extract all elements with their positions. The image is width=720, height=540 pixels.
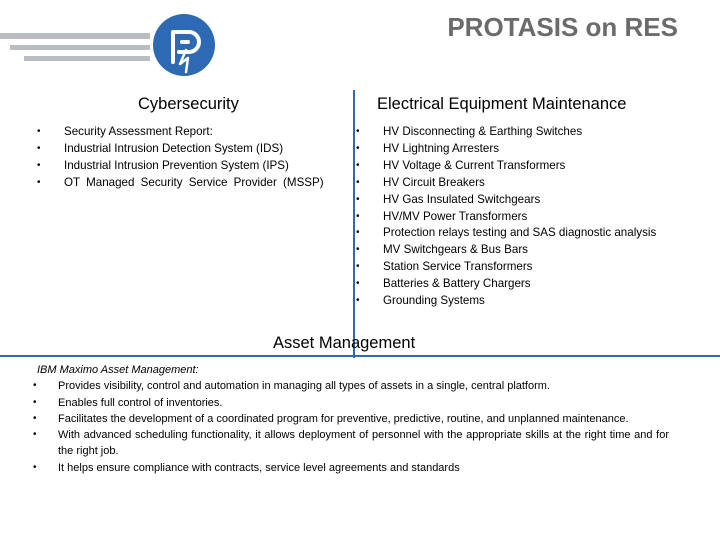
list-item: • Industrial Intrusion Detection System (IDS) (35, 141, 351, 158)
list-item: • Protection relays testing and SAS diagnostic analysis (354, 225, 714, 242)
section-divider (0, 355, 720, 357)
list-item: • Industrial Intrusion Prevention System (IPS) (35, 158, 351, 175)
list-item: • Security Assessment Report: (35, 124, 351, 141)
page-title: PROTASIS on RES (447, 12, 678, 42)
electrical-list (354, 124, 714, 310)
list-item: • MV Switchgears & Bus Bars (354, 242, 714, 259)
list-item: • HV Circuit Breakers (354, 175, 714, 192)
list-item: • Station Service Transformers (354, 259, 714, 276)
list-item: • Enables full control of inventories. (37, 395, 669, 411)
cybersecurity-list (35, 124, 351, 192)
list-item: • HV Disconnecting & Earthing Switches (354, 124, 714, 141)
list-item: • It helps ensure compliance with contracts, service level agreements and standards (37, 460, 669, 476)
asset-intro: IBM Maximo Asset Management: (37, 364, 199, 376)
asset-list (37, 378, 669, 476)
list-item: • HV/MV Power Transformers (354, 209, 714, 226)
electrical-title: Electrical Equipment Maintenance (377, 95, 627, 113)
cybersecurity-title: Cybersecurity (138, 95, 239, 113)
list-item: • With advanced scheduling functionality, it allows deployment of personnel with the appropriate skills at the right time and for the right job. (37, 427, 669, 460)
list-item: • OT Managed Security Service Provider (MSSP) (35, 175, 351, 192)
asset-management-section (37, 362, 669, 476)
list-item: • Batteries & Battery Chargers (354, 276, 714, 293)
list-item: • HV Voltage & Current Transformers (354, 158, 714, 175)
asset-management-title: Asset Management (273, 334, 416, 352)
list-item: • Provides visibility, control and automation in managing all types of assets in a single, central platform. (37, 378, 669, 394)
list-item: • Facilitates the development of a coordinated program for preventive, predictive, routine, and unplanned maintenance. (37, 411, 669, 427)
list-item: • Grounding Systems (354, 293, 714, 310)
list-item: • HV Gas Insulated Switchgears (354, 192, 714, 209)
list-item: • HV Lightning Arresters (354, 141, 714, 158)
protasis-logo (0, 14, 216, 78)
